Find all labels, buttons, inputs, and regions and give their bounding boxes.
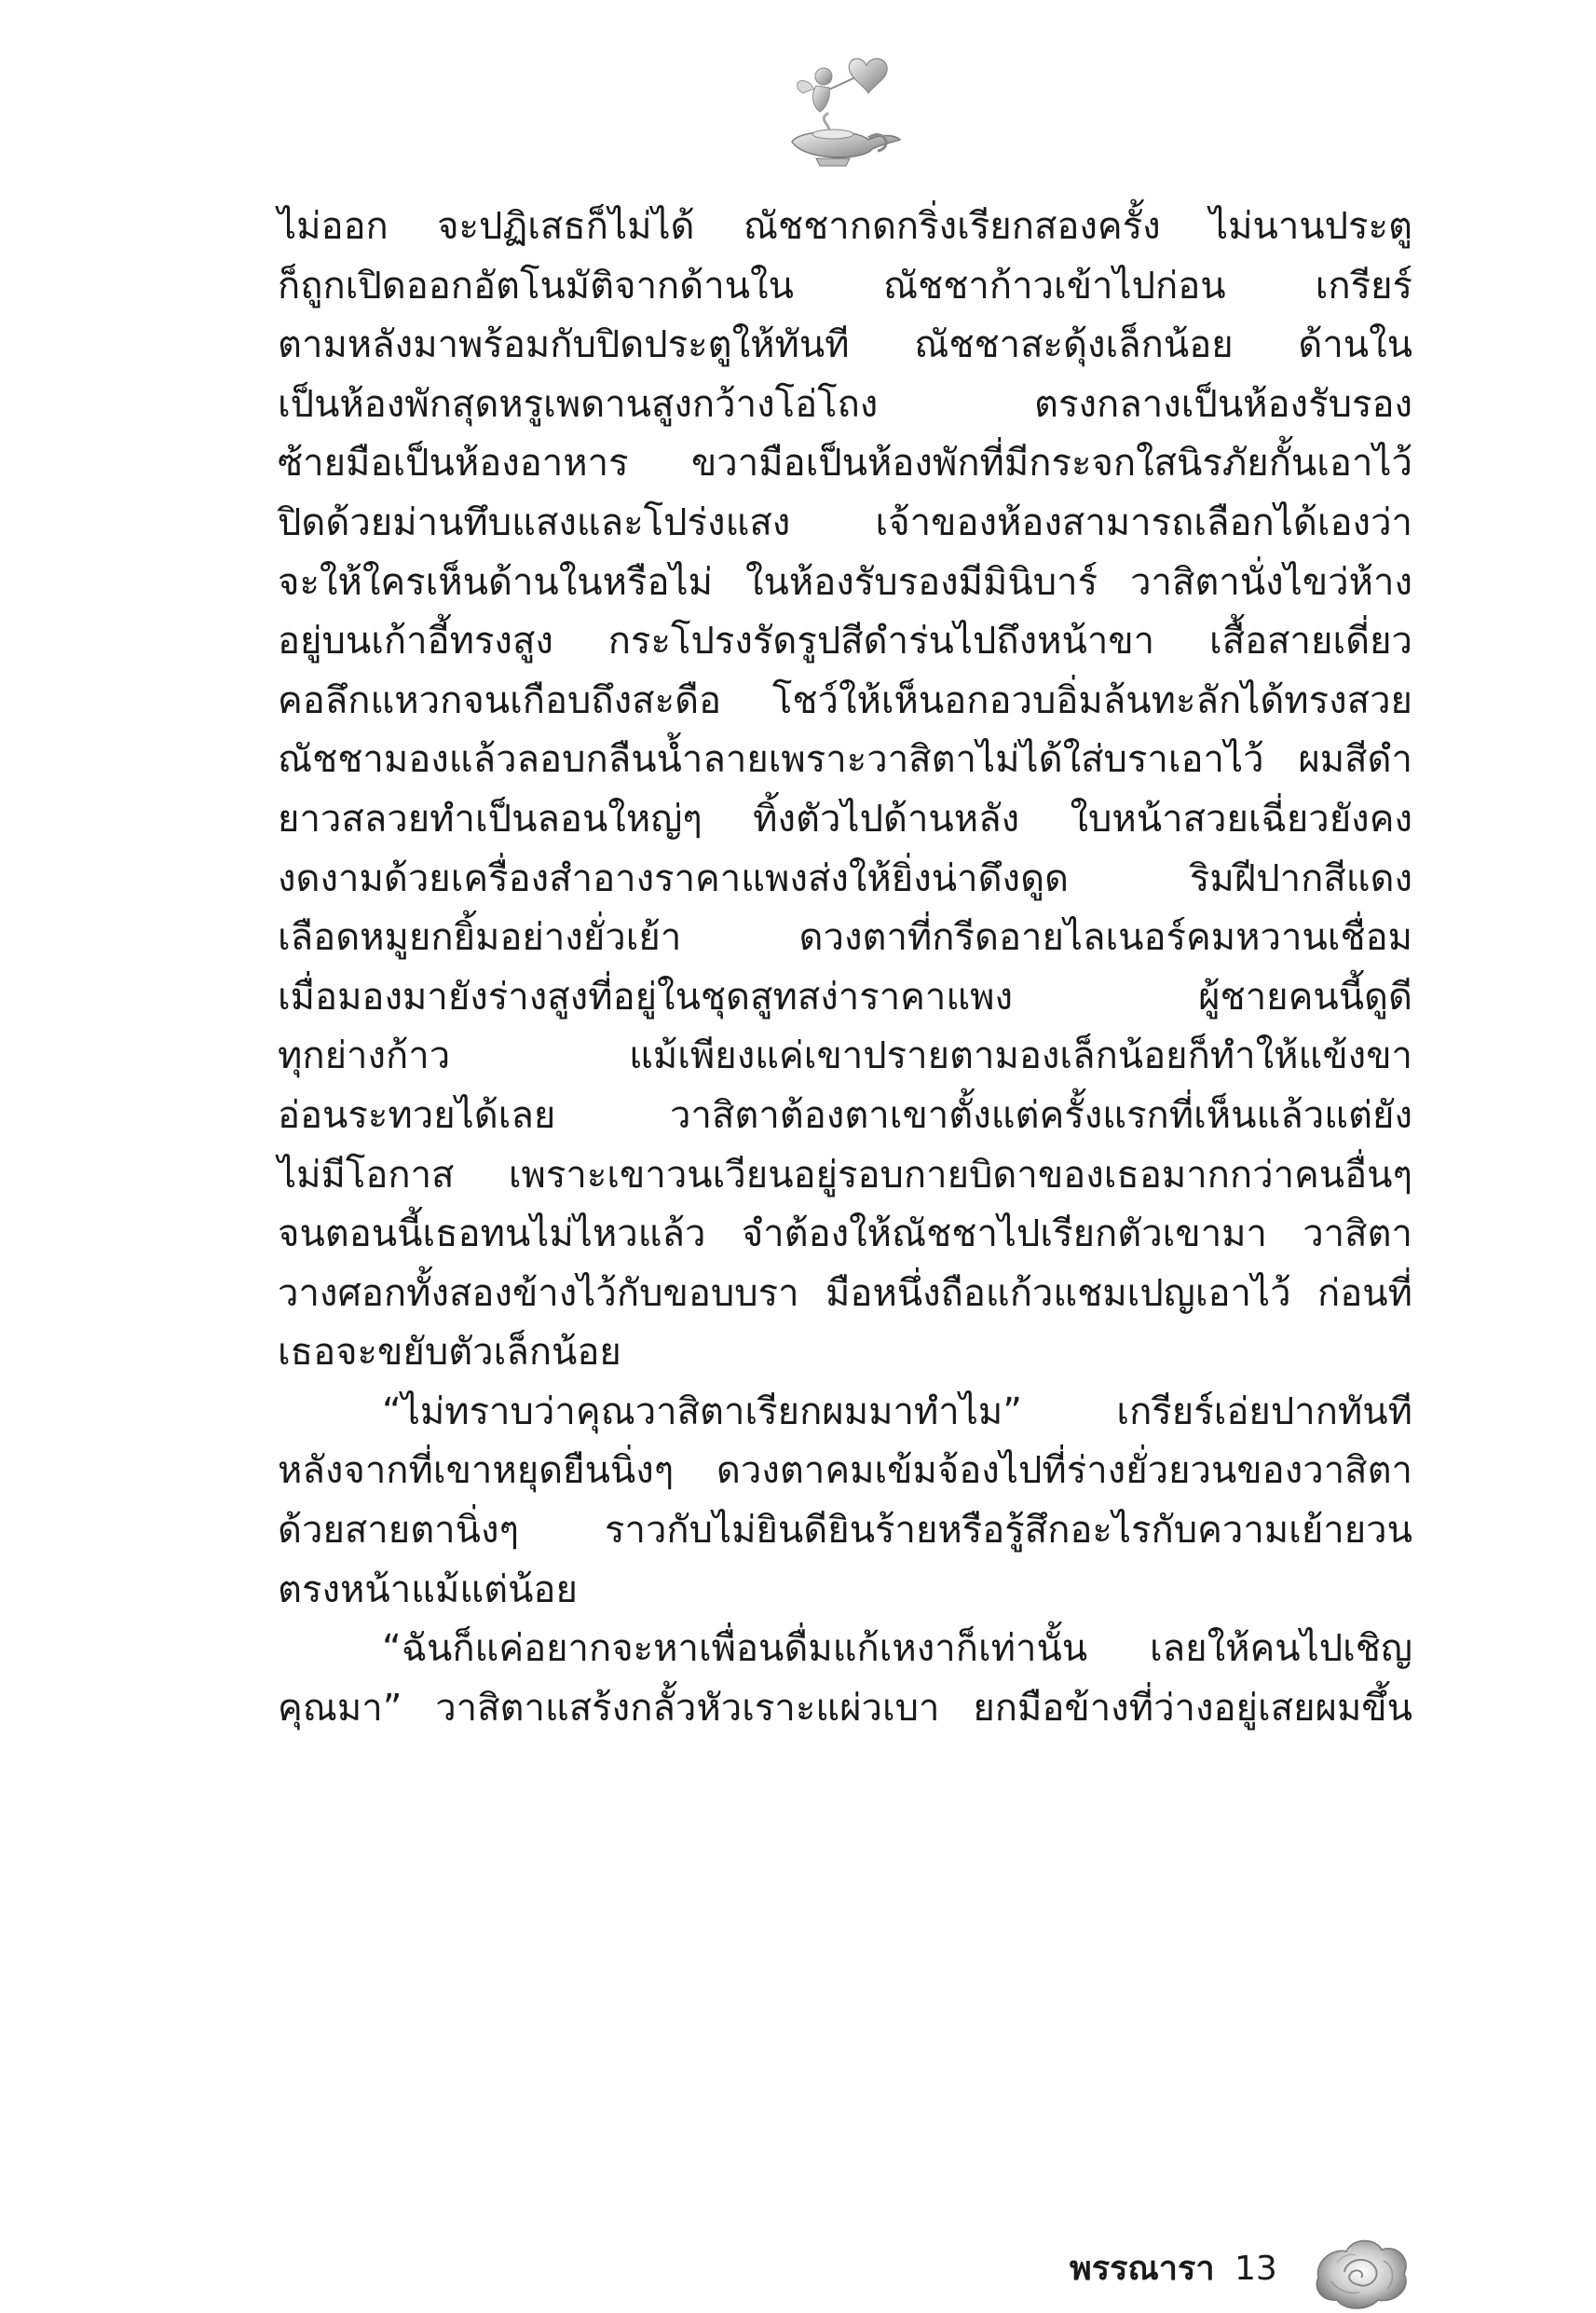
book-title: พรรณารา [1070, 2250, 1215, 2288]
text-line: อยู่บนเก้าอี้ทรงสูง กระโปรงรัดรูปสีดำร่นไปถึงหน้าขา เสื้อสายเดี่ยว [278, 620, 1412, 664]
text-line: เธอจะขยับตัวเล็กน้อย [278, 1331, 621, 1375]
text-line: ซ้ายมือเป็นห้องอาหาร ขวามือเป็นห้องพักที่มีกระจกใสนิรภัยกั้นเอาไว้ [278, 442, 1412, 486]
text-line: “ไม่ทราบว่าคุณวาสิตาเรียกผมมาทำไม” เกรียร์เอ่ยปากทันที [382, 1389, 1412, 1433]
text-line: งดงามด้วยเครื่องสำอางราคาแพงส่งให้ยิ่งน่าดึงดูด ริมฝีปากสีแดง [278, 856, 1412, 900]
text-line: ตรงหน้าแม้แต่น้อย [278, 1567, 578, 1611]
text-line: ยาวสลวยทำเป็นลอนใหญ่ๆ ทิ้งตัวไปด้านหลัง ใบหน้าสวยเฉี่ยวยังคง [278, 797, 1412, 841]
text-line: เมื่อมองมายังร่างสูงที่อยู่ในชุดสูทสง่าราคาแพง ผู้ชายคนนี้ดูดี [278, 975, 1412, 1019]
lamp-with-heart-and-cupid-icon [764, 37, 913, 177]
text-line: เป็นห้องพักสุดหรูเพดานสูงกว้างโอ่โถง ตรงกลางเป็นห้องรับรอง [278, 382, 1412, 426]
text-line: “ฉันก็แค่อยากจะหาเพื่อนดื่มแก้เหงาก็เท่านั้น เลยให้คนไปเชิญ [382, 1627, 1412, 1671]
text-line: ทุกย่างก้าว แม้เพียงแค่เขาปรายตามองเล็กน้อยก็ทำให้แข้งขา [278, 1034, 1412, 1078]
text-line: ด้วยสายตานิ่งๆ ราวกับไม่ยินดียินร้ายหรือรู้สึกอะไรกับความเย้ายวน [278, 1509, 1412, 1553]
text-line: จะให้ใครเห็นด้านในหรือไม่ ในห้องรับรองมีมินิบาร์ วาสิตานั่งไขว่ห้าง [278, 560, 1412, 604]
text-line: ไม่ออก จะปฏิเสธก็ไม่ได้ ณัชชากดกริ่งเรียกสองครั้ง ไม่นานประตู [278, 205, 1412, 248]
text-line: คอลึกแหวกจนเกือบถึงสะดือ โชว์ให้เห็นอกอวบอิ่มล้นทะลักได้ทรงสวย [278, 678, 1412, 722]
text-line: ปิดด้วยม่านทึบแสงและโปร่งแสง เจ้าของห้องสามารถเลือกได้เองว่า [278, 500, 1412, 544]
page-number: 13 [1235, 2250, 1277, 2288]
text-line: ก็ถูกเปิดออกอัตโนมัติจากด้านใน ณัชชาก้าวเข้าไปก่อน เกรียร์ [278, 264, 1412, 308]
body-text [278, 198, 1412, 1738]
text-line: ไม่มีโอกาส เพราะเขาวนเวียนอยู่รอบกายบิดาของเธอมากกว่าคนอื่นๆ [278, 1153, 1412, 1197]
text-line: เลือดหมูยกยิ้มอย่างยั่วเย้า ดวงตาที่กรีดอายไลเนอร์คมหวานเชื่อม [278, 916, 1412, 960]
text-line: อ่อนระทวยได้เลย วาสิตาต้องตาเขาตั้งแต่ครั้งแรกที่เห็นแล้วแต่ยัง [278, 1093, 1412, 1137]
text-line: ณัชชามองแล้วลอบกลืนน้ำลายเพราะวาสิตาไม่ได้ใส่บราเอาไว้ ผมสีดำ [278, 738, 1412, 782]
rose-icon [1309, 2229, 1413, 2313]
text-line: วางศอกทั้งสองข้างไว้กับขอบบรา มือหนึ่งถือแก้วแชมเปญเอาไว้ ก่อนที่ [278, 1271, 1412, 1315]
text-line: ตามหลังมาพร้อมกับปิดประตูให้ทันที ณัชชาสะดุ้งเล็กน้อย ด้านใน [278, 323, 1412, 367]
text-line: คุณมา” วาสิตาแสร้งกลั้วหัวเราะแผ่วเบา ยกมือข้างที่ว่างอยู่เสยผมขึ้น [278, 1686, 1412, 1730]
text-line: หลังจากที่เขาหยุดยืนนิ่งๆ ดวงตาคมเข้มจ้องไปที่ร่างยั่วยวนของวาสิตา [278, 1449, 1412, 1493]
text-line: จนตอนนี้เธอทนไม่ไหวแล้ว จำต้องให้ณัชชาไปเรียกตัวเขามา วาสิตา [278, 1212, 1412, 1256]
